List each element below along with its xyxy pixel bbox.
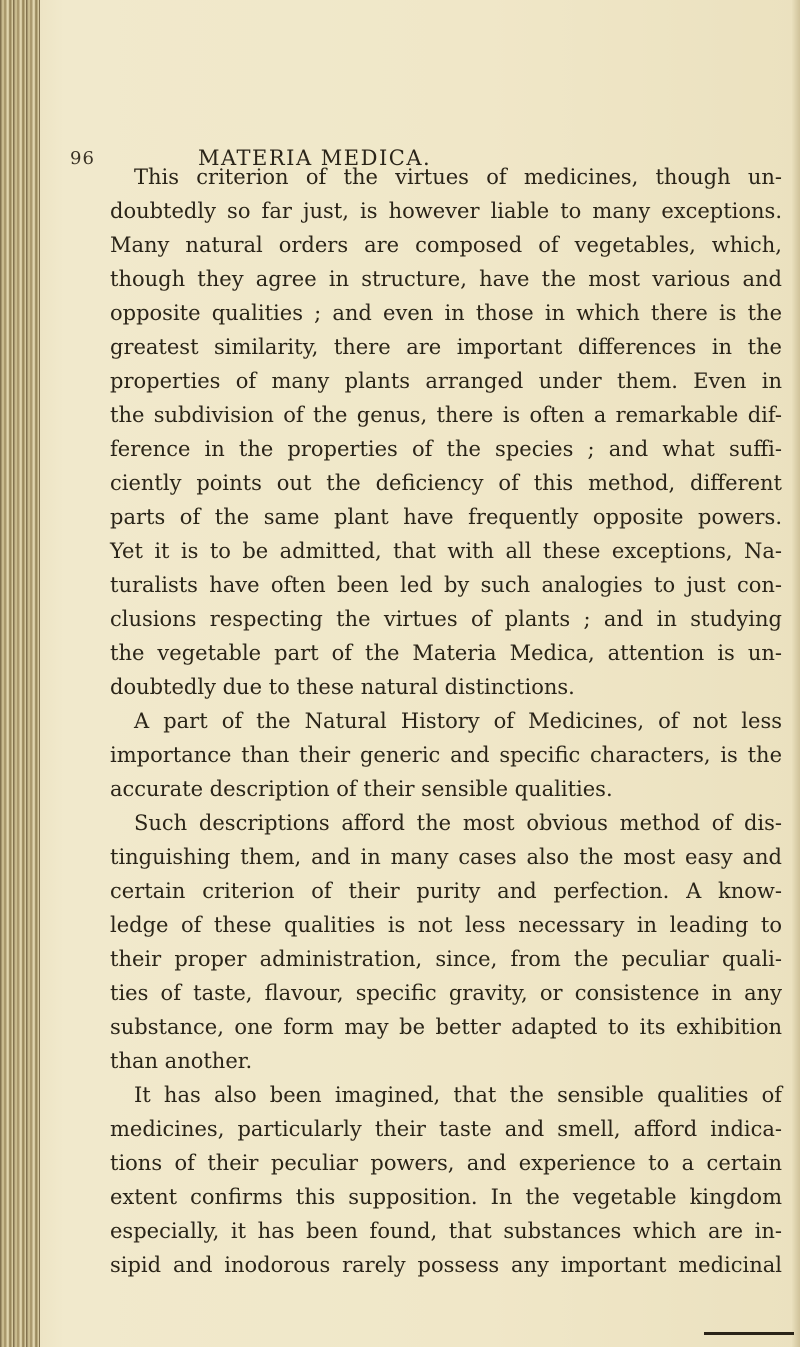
text-line: clusions respecting the virtues of plants ; and in studying — [110, 607, 782, 631]
page-edge — [792, 0, 800, 1347]
text-line: greatest similarity, there are important differences in the — [110, 335, 782, 359]
text-line: ciently points out the deficiency of this method, different — [110, 471, 782, 495]
binding-gutter — [0, 0, 40, 1347]
text-line: Such descriptions afford the most obvious method of dis- — [134, 811, 782, 835]
text-line: substance, one form may be better adapted to its exhibition — [110, 1015, 782, 1039]
text-line: especially, it has been found, that substances which are in- — [110, 1219, 782, 1243]
text-line: turalists have often been led by such analogies to just con- — [110, 573, 782, 597]
text-line: It has also been imagined, that the sensible qualities of — [134, 1083, 782, 1107]
text-line: the vegetable part of the Materia Medica, attention is un- — [110, 641, 782, 665]
text-line: extent confirms this supposition. In the vegetable kingdom — [110, 1185, 782, 1209]
text-line: sipid and inodorous rarely possess any important medicinal — [110, 1253, 782, 1277]
text-line: Yet it is to be admitted, that with all these exceptions, Na- — [110, 539, 782, 563]
text-line: ledge of these qualities is not less necessary in leading to — [110, 913, 782, 937]
text-line: ties of taste, flavour, specific gravity, or consistence in any — [110, 981, 782, 1005]
text-line: A part of the Natural History of Medicines, of not less — [134, 709, 782, 733]
text-line: certain criterion of their purity and perfection. A know- — [110, 879, 782, 903]
page-number: 96 — [70, 148, 95, 169]
text-line: medicines, particularly their taste and smell, afford indica- — [110, 1117, 782, 1141]
text-line: doubtedly due to these natural distinctions. — [110, 675, 575, 699]
text-line: ference in the properties of the species ; and what suffi- — [110, 437, 782, 461]
running-title: MATERIA MEDICA. — [198, 146, 432, 170]
text-line: tinguishing them, and in many cases also the most easy and — [110, 845, 782, 869]
text-line: This criterion of the virtues of medicines, though un- — [134, 165, 782, 189]
text-line: tions of their peculiar powers, and experience to a certain — [110, 1151, 782, 1175]
text-line: Many natural orders are composed of vegetables, which, — [110, 233, 782, 257]
text-line: opposite qualities ; and even in those in which there is the — [110, 301, 782, 325]
bottom-rule — [704, 1332, 794, 1335]
text-line: importance than their generic and specific characters, is the — [110, 743, 782, 767]
text-line: accurate description of their sensible qualities. — [110, 777, 613, 801]
text-line: than another. — [110, 1049, 253, 1073]
text-line: their proper administration, since, from the peculiar quali- — [110, 947, 782, 971]
text-line: parts of the same plant have frequently opposite powers. — [110, 505, 782, 529]
text-line: properties of many plants arranged under them. Even in — [110, 369, 782, 393]
text-line: the subdivision of the genus, there is often a remarkable dif- — [110, 403, 782, 427]
text-line: doubtedly so far just, is however liable to many exceptions. — [110, 199, 782, 223]
text-line: though they agree in structure, have the most various and — [110, 267, 782, 291]
